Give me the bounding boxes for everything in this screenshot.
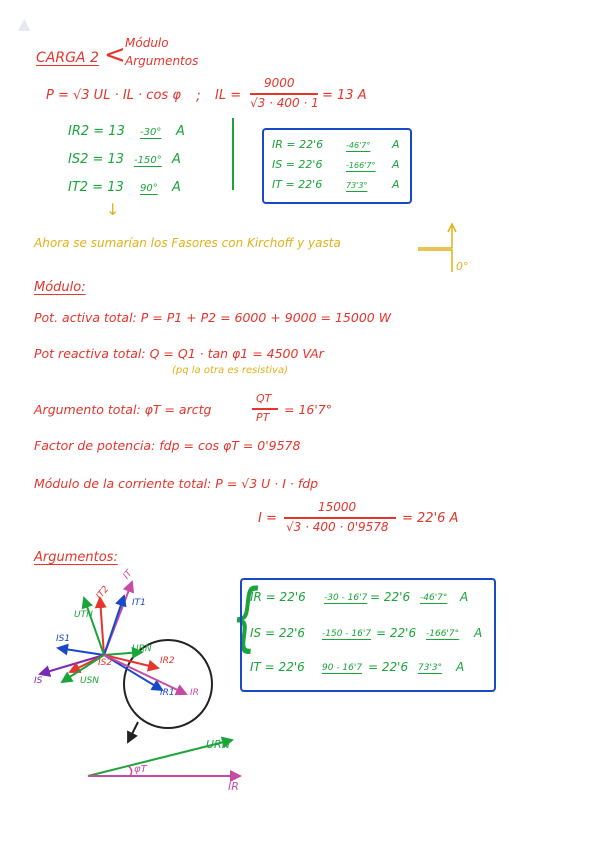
arg-ir-unit: A — [460, 590, 469, 604]
bracket-less: < — [104, 40, 126, 70]
label-is1: IS1 — [56, 634, 71, 644]
it2-angle: 90° — [140, 183, 158, 194]
i-denominator: √3 · 400 · 0'9578 — [286, 520, 389, 534]
brace-icon: { — [231, 574, 260, 660]
power-formula: P = √3 UL · IL · cos φ — [46, 88, 181, 103]
it2-label: IT2 = 13 — [68, 180, 124, 195]
i-numerator: 15000 — [318, 500, 357, 514]
il-result: = 13 A — [322, 88, 367, 103]
ir2-angle: -30° — [140, 127, 162, 138]
label-urn-bottom: URN — [206, 738, 230, 751]
il-lhs: IL = — [215, 88, 242, 103]
argumento-result: = 16'7° — [284, 402, 332, 417]
header-argumentos: Argumentos — [125, 54, 199, 68]
vector-it1 — [104, 596, 124, 655]
label-utn: UTN — [74, 610, 93, 620]
total-ir-label: IR = 22'6 — [272, 138, 324, 151]
total-is-unit: A — [392, 158, 400, 171]
arg-ir-expr: -30 - 16'7 — [324, 593, 368, 603]
arg-it-eq: = 22'6 — [368, 660, 409, 674]
separator: ; — [196, 88, 201, 104]
pot-reactiva-note: (pq la otra es resistiva) — [172, 365, 288, 376]
label-it: IT — [121, 568, 135, 582]
label-is: IS — [34, 676, 43, 686]
is2-angle: -150° — [134, 155, 162, 166]
total-ir-angle: -46'7° — [346, 141, 371, 150]
i-result: = 22'6 A — [402, 511, 459, 526]
vector-ir2 — [104, 655, 158, 668]
factor-potencia: Factor de potencia: fdp = cos φT = 0'9578 — [34, 438, 301, 453]
label-is2: IS2 — [98, 658, 113, 668]
total-it-angle: 73'3° — [346, 181, 368, 190]
is2-label: IS2 = 13 — [68, 152, 125, 167]
vector-is1 — [58, 648, 104, 655]
header-modulo: Módulo — [125, 36, 169, 50]
arg-is-label: IS = 22'6 — [250, 626, 306, 640]
arg-is-angle: -166'7° — [426, 629, 460, 639]
section-argumentos: Argumentos: — [34, 550, 118, 565]
total-is-label: IS = 22'6 — [272, 158, 323, 171]
arg-it-label: IT = 22'6 — [250, 660, 305, 674]
modulo-corriente: Módulo de la corriente total: P = √3 U · I · fdp — [34, 476, 319, 491]
total-is-angle: -166'7° — [346, 161, 376, 170]
label-ir: IR — [190, 688, 199, 698]
argumento-num: QT — [256, 392, 272, 405]
total-ir-unit: A — [392, 138, 400, 151]
label-ir2: IR2 — [160, 656, 175, 666]
label-phi: φT — [134, 764, 147, 775]
vector-ir1 — [104, 655, 162, 690]
pot-activa: Pot. activa total: P = P1 + P2 = 6000 + 9000 = 15000 W — [34, 310, 392, 325]
note-angle: 0° — [456, 260, 469, 273]
arg-is-eq: = 22'6 — [376, 626, 417, 640]
phi-arc — [128, 766, 132, 776]
total-it-unit: A — [392, 178, 400, 191]
label-it1: IT1 — [132, 598, 146, 608]
ir2-label: IR2 = 13 — [68, 124, 125, 139]
arg-it-expr: 90 - 16'7 — [322, 663, 363, 673]
it2-unit: A — [172, 180, 181, 195]
arg-ir-label: IR = 22'6 — [250, 590, 306, 604]
rotation-arrow — [128, 722, 138, 742]
il-denominator: √3 · 400 · 1 — [250, 96, 319, 110]
label-usn: USN — [80, 676, 100, 686]
arg-ir-eq: = 22'6 — [370, 590, 411, 604]
pot-reactiva: Pot reactiva total: Q = Q1 · tan φ1 = 4500 VAr — [34, 346, 324, 361]
label-ir-bottom: IR — [228, 780, 239, 793]
kirchoff-note: Ahora se sumarían los Fasores con Kirchoff y yasta — [34, 236, 341, 250]
ir2-unit: A — [176, 124, 185, 139]
arg-ir-angle: -46'7° — [420, 593, 448, 603]
argumento-den: PT — [256, 411, 270, 424]
arg-is-expr: -150 - 16'7 — [322, 629, 372, 639]
i-lhs: I = — [258, 511, 277, 526]
label-ir1: IR1 — [160, 688, 175, 698]
arg-it-unit: A — [456, 660, 465, 674]
is2-unit: A — [172, 152, 181, 167]
arg-it-angle: 73'3° — [418, 663, 443, 673]
corner-mark: ▲ — [18, 14, 31, 33]
label-urn-top: URN — [132, 644, 152, 654]
label-it2: IT2 — [94, 584, 112, 602]
section-modulo: Módulo: — [34, 280, 86, 295]
argumento-total: Argumento total: φT = arctg — [34, 402, 212, 417]
arg-is-unit: A — [474, 626, 483, 640]
down-arrow-icon: ↓ — [106, 200, 120, 219]
carga-title: CARGA 2 — [36, 50, 99, 66]
total-it-label: IT = 22'6 — [272, 178, 323, 191]
il-numerator: 9000 — [264, 76, 295, 90]
